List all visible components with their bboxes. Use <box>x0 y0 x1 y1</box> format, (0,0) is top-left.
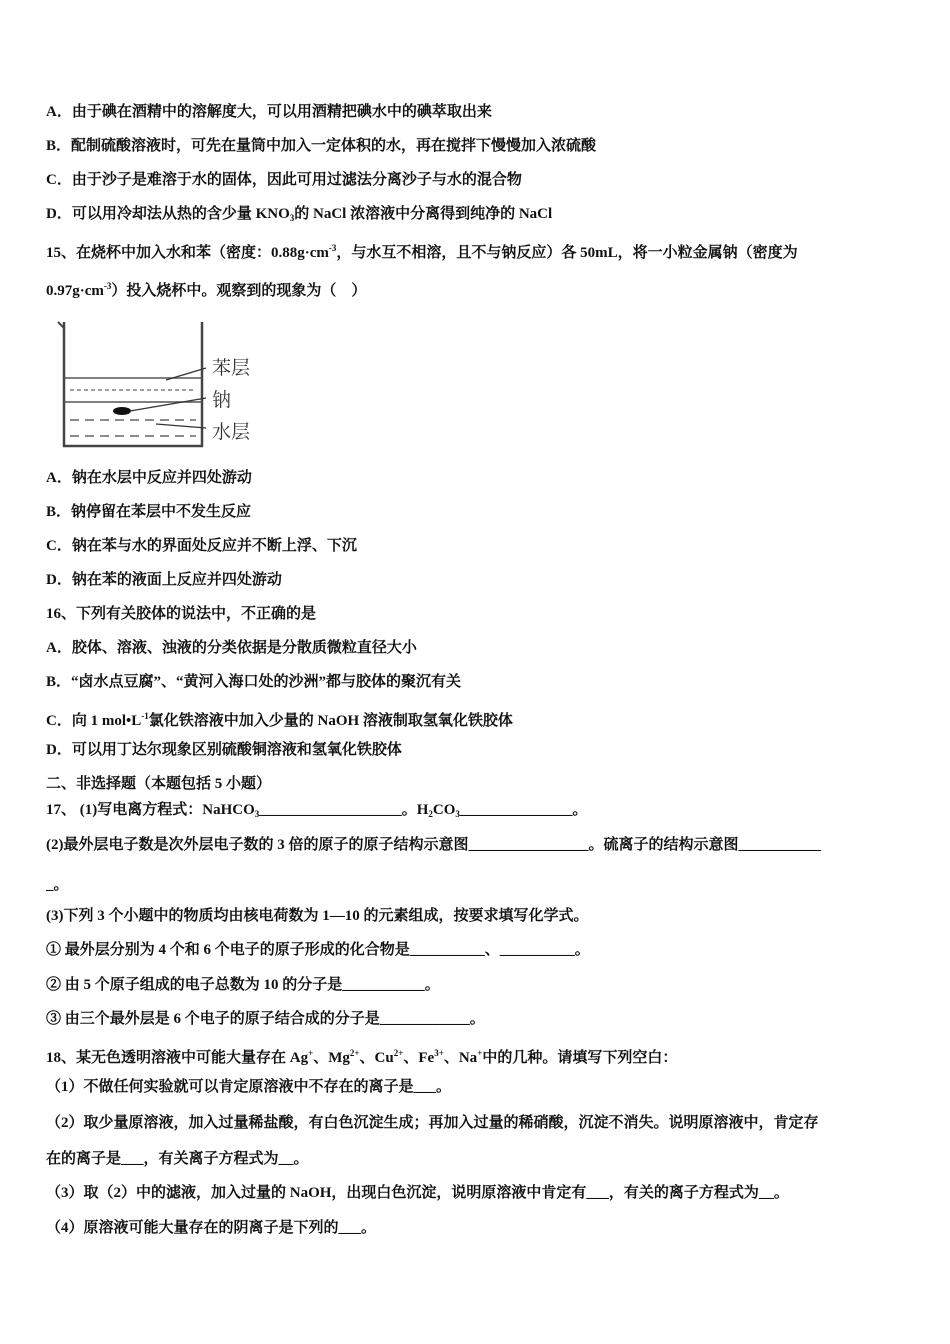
text-segment: ② 由 5 个原子组成的电子总数为 10 的分子是___________。 <box>46 977 440 993</box>
text-line <box>46 835 821 855</box>
text-line <box>46 940 590 960</box>
text-segment: (2)最外层电子数是次外层电子数的 3 倍的原子的原子结构示意图________________。硫离子的结构示意图___________ <box>46 837 821 853</box>
text-segment: _。 <box>46 877 69 893</box>
text-segment: 3+ <box>434 1048 444 1058</box>
text-line <box>46 975 440 995</box>
text-segment: CO <box>432 802 456 818</box>
text-segment: 的 NaCl 浓溶液中分离得到纯净的 NaCl <box>294 206 553 222</box>
text-segment: C．由于沙子是难溶于水的固体，因此可用过滤法分离沙子与水的混合物 <box>46 172 522 188</box>
text-line <box>46 170 522 190</box>
text-segment: -3 <box>328 243 337 253</box>
text-line <box>46 604 316 624</box>
text-segment: D．钠在苯的液面上反应并四处游动 <box>46 572 282 588</box>
text-segment: （3）取（2）中的滤液，加入过量的 NaOH，出现白色沉淀，说明原溶液中肯定有___，有关的离子方程式为__。 <box>46 1185 789 1201</box>
beaker-figure <box>56 316 276 456</box>
text-segment: -3 <box>103 281 112 291</box>
text-segment: ③ 由三个最外层是 6 个电子的原子结合成的分子是____________。 <box>46 1011 485 1027</box>
text-segment: B．“卤水点豆腐”、“黄河入海口处的沙洲”都与胶体的聚沉有关 <box>46 674 462 690</box>
text-line <box>46 1183 789 1203</box>
text-segment: （1）不做任何实验就可以肯定原溶液中不存在的离子是___。 <box>46 1079 452 1095</box>
text-segment: B．配制硫酸溶液时，可先在量筒中加入一定体积的水，再在搅拌下慢慢加入浓硫酸 <box>46 138 597 154</box>
text-segment: (3)下列 3 个小题中的物质均由核电荷数为 1—10 的元素组成，按要求填写化学式。 <box>46 908 589 924</box>
label-sodium: 钠 <box>212 389 232 411</box>
text-line <box>46 1077 451 1097</box>
text-line <box>46 875 69 895</box>
text-segment: （2）取少量原溶液，加入过量稀盐酸，有白色沉淀生成；再加入过量的稀硝酸，沉淀不消失。说明原溶液中，肯定存 <box>46 1115 819 1131</box>
beaker-diagram <box>56 316 276 456</box>
text-segment: 3 <box>254 809 260 819</box>
text-segment: 2+ <box>349 1048 360 1058</box>
text-line <box>46 706 513 731</box>
text-segment: C．钠在苯与水的界面处反应并不断上浮、下沉 <box>46 538 357 554</box>
text-line <box>46 638 417 658</box>
label-water-layer: 水层 <box>212 421 251 443</box>
text-segment: C．向 1 mol•L <box>46 713 142 729</box>
text-segment: A．钠在水层中反应并四处游动 <box>46 470 252 486</box>
text-line <box>46 502 251 522</box>
text-segment: 15、在烧杯中加入水和苯（密度：0.88g·cm <box>46 245 329 261</box>
text-segment: A．胶体、溶液、浊液的分类依据是分散质微粒直径大小 <box>46 640 417 656</box>
text-segment: + <box>308 1048 314 1058</box>
text-segment: 3 <box>289 213 295 223</box>
text-segment: 2+ <box>393 1048 404 1058</box>
text-line <box>46 1043 677 1068</box>
text-line <box>46 204 552 228</box>
text-line <box>46 740 402 760</box>
text-line <box>46 1009 485 1029</box>
text-line <box>46 468 252 488</box>
text-segment: ，与水互不相溶，且不与钠反应）各 50mL，将一小粒金属钠（密度为 <box>336 245 798 261</box>
text-segment: 中的几种。请填写下列空白： <box>482 1050 678 1066</box>
text-line <box>46 238 798 263</box>
text-line <box>46 1149 309 1169</box>
text-line <box>46 1113 819 1133</box>
text-segment: -1 <box>141 711 149 721</box>
text-line <box>46 102 492 122</box>
text-segment: 、Na <box>443 1050 478 1066</box>
text-line <box>46 276 366 301</box>
text-line <box>46 672 461 692</box>
text-segment: + <box>477 1048 483 1058</box>
text-segment: D．可以用丁达尔现象区别硫酸铜溶液和氢氧化铁胶体 <box>46 742 402 758</box>
text-segment: _______________。 <box>459 802 588 818</box>
text-line <box>46 536 357 556</box>
text-segment: 0.97g·cm <box>46 283 104 299</box>
text-segment: 、Cu <box>359 1050 394 1066</box>
text-segment: 2 <box>428 809 433 819</box>
text-line <box>46 570 282 590</box>
text-line <box>46 1218 376 1238</box>
text-segment: ）投入烧杯中。观察到的现象为（ ） <box>111 283 367 299</box>
text-segment: 在的离子是___，有关离子方程式为__。 <box>46 1151 309 1167</box>
text-line <box>46 906 589 926</box>
text-segment: 、Mg <box>313 1050 350 1066</box>
text-segment: ① 最外层分别为 4 个和 6 个电子的原子形成的化合物是__________、__________。 <box>46 942 590 958</box>
text-segment: 3 <box>455 809 460 819</box>
text-segment: A．由于碘在酒精中的溶解度大，可以用酒精把碘水中的碘萃取出来 <box>46 104 492 120</box>
text-segment: B．钠停留在苯层中不发生反应 <box>46 504 252 520</box>
text-segment: 、Fe <box>403 1050 435 1066</box>
text-segment: 氯化铁溶液中加入少量的 NaOH 溶液制取氢氧化铁胶体 <box>148 713 513 729</box>
text-segment: ___________________。H <box>259 802 429 818</box>
text-line <box>46 800 587 824</box>
text-line <box>46 136 596 156</box>
text-segment: 二、非选择题（本题包括 5 小题） <box>46 776 272 792</box>
text-segment: 16、下列有关胶体的说法中，不正确的是 <box>46 606 317 622</box>
sodium-pellet <box>113 407 131 415</box>
text-segment: 17、 (1)写电离方程式：NaHCO <box>46 802 255 818</box>
text-segment: （4）原溶液可能大量存在的阴离子是下列的___。 <box>46 1220 377 1236</box>
text-segment: 18、某无色透明溶液中可能大量存在 Ag <box>46 1050 309 1066</box>
label-benzene-layer: 苯层 <box>212 357 251 379</box>
text-segment: D．可以用冷却法从热的含少量 KNO <box>46 206 290 222</box>
text-line <box>46 774 271 794</box>
